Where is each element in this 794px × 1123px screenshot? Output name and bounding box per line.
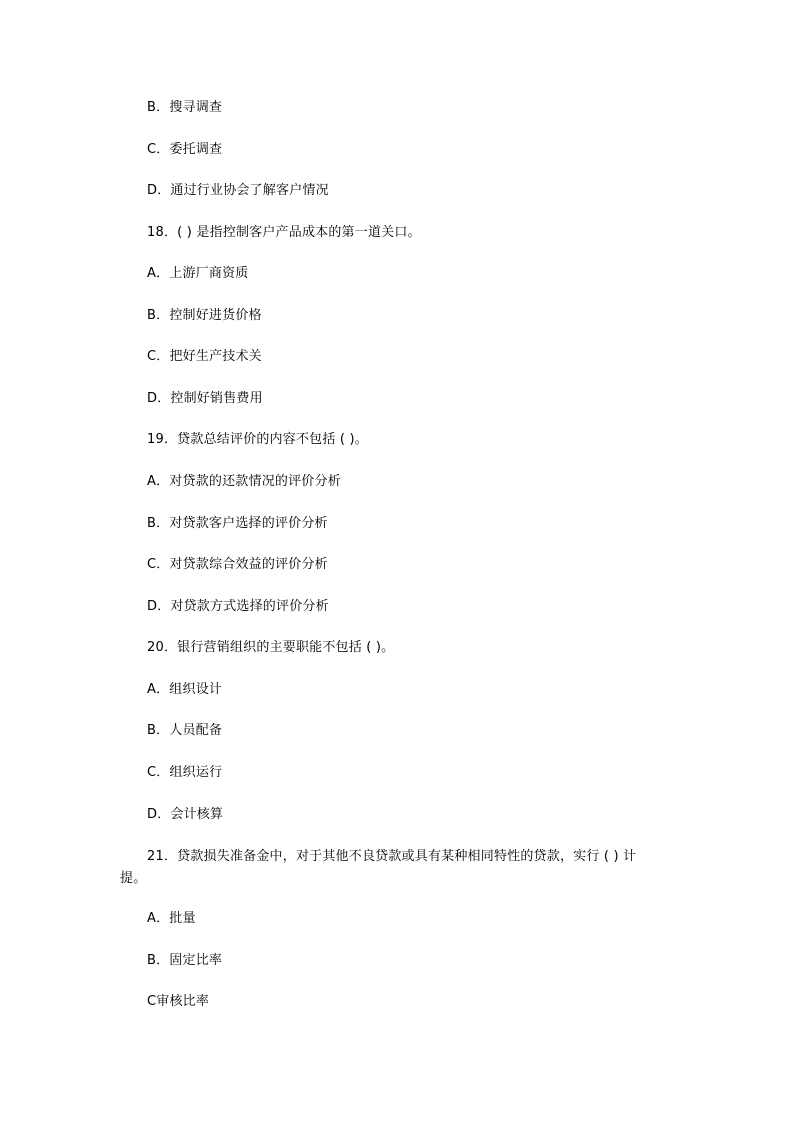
q19-option-b: B．对贷款客户选择的评价分析: [147, 516, 328, 531]
q19-option-d: D．对贷款方式选择的评价分析: [147, 599, 329, 614]
question-19: 19．贷款总结评价的内容不包括 ( )。: [147, 432, 368, 447]
q17-option-d: D．通过行业协会了解客户情况: [147, 183, 329, 198]
q20-option-c: C．组织运行: [147, 765, 223, 780]
q19-option-c: C．对贷款综合效益的评价分析: [147, 557, 328, 572]
q17-option-b: B．搜寻调查: [147, 100, 223, 115]
q21-option-b: B．固定比率: [147, 953, 223, 968]
q21-option-c: C审核比率: [147, 994, 210, 1009]
q20-option-d: D．会计核算: [147, 807, 224, 822]
q20-option-a: A．组织设计: [147, 682, 223, 697]
question-18: 18．( ) 是指控制客户产品成本的第一道关口。: [147, 225, 421, 240]
q18-option-b: B．控制好进货价格: [147, 308, 262, 323]
q17-option-c: C．委托调查: [147, 142, 223, 157]
question-21: 21．贷款损失准备金中，对于其他不良贷款或具有某种相同特性的贷款，实行 ( ) 计提。: [120, 849, 637, 886]
q21-option-a: A．批量: [147, 911, 196, 926]
q20-option-b: B．人员配备: [147, 723, 223, 738]
q18-option-a: A．上游厂商资质: [147, 266, 249, 281]
q18-option-d: D．控制好销售费用: [147, 391, 263, 406]
question-20: 20．银行营销组织的主要职能不包括 ( )。: [147, 640, 395, 655]
q19-option-a: A．对贷款的还款情况的评价分析: [147, 474, 341, 489]
q18-option-c: C．把好生产技术关: [147, 349, 262, 364]
